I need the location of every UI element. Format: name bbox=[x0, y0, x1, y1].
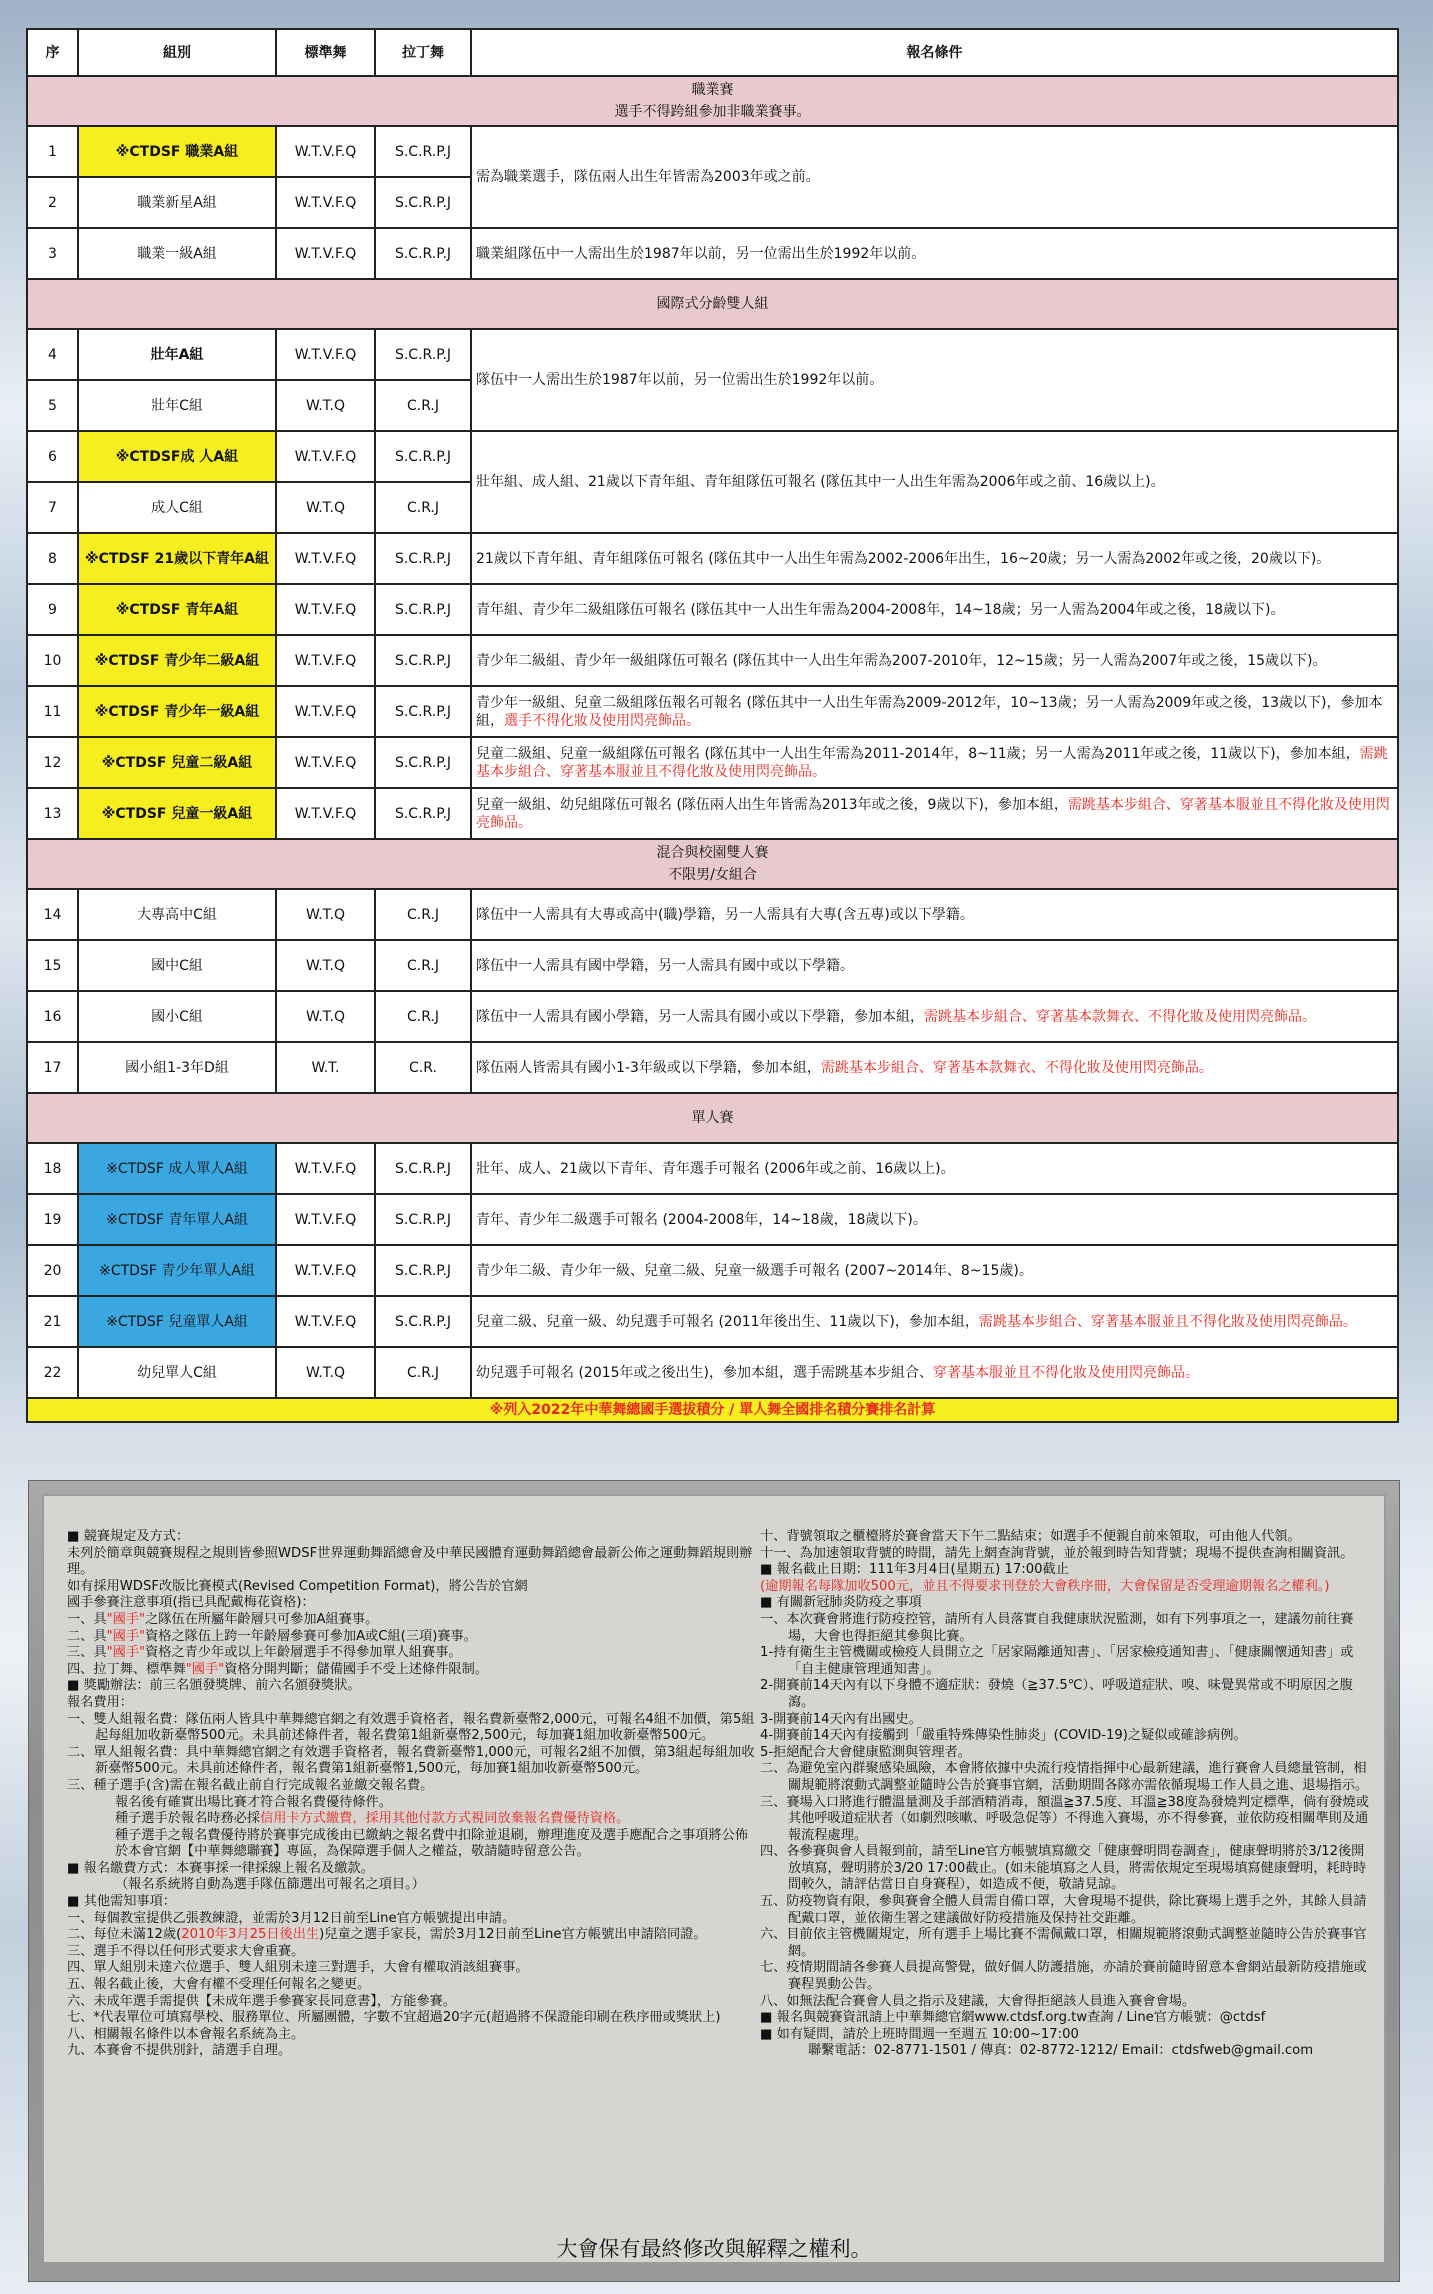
table-cell: W.T. bbox=[276, 1042, 375, 1093]
table-cell: W.T.V.F.Q bbox=[276, 1194, 375, 1245]
note-line: 三、具"國手"資格之青少年或以上年齡層選手不得參加單人組賽事。 bbox=[67, 1645, 462, 1661]
table-cell: 青年、青少年二級選手可報名 (2004-2008年，14~18歲，18歲以下)。 bbox=[471, 1194, 1398, 1245]
header-standard: 標準舞 bbox=[276, 29, 375, 76]
table-cell: 10 bbox=[27, 635, 78, 686]
table-cell: 5 bbox=[27, 380, 78, 431]
table-row bbox=[27, 1296, 1398, 1347]
table-cell: 壯年組、成人組、21歲以下青年組、青年組隊伍可報名 (隊伍其中一人出生年需為2006年或之前、16歲以上)。 bbox=[471, 431, 1398, 533]
table-cell: 國小組1-3年D組 bbox=[78, 1042, 276, 1093]
table-cell: W.T.V.F.Q bbox=[276, 228, 375, 279]
table-cell: S.C.R.P.J bbox=[375, 1245, 471, 1296]
table-cell: W.T.V.F.Q bbox=[276, 1143, 375, 1194]
note-line: ■ 有關新冠肺炎防疫之事項 bbox=[760, 1595, 922, 1611]
table-cell: C.R.J bbox=[375, 482, 471, 533]
table-cell: W.T.Q bbox=[276, 1347, 375, 1398]
note-line: 報名後有確實出場比賽才符合報名費優待條件。 bbox=[115, 1794, 392, 1810]
note-line: 如有採用WDSF改版比賽模式(Revised Competition Format)，將公告於官網 bbox=[67, 1578, 528, 1594]
table-cell: 職業一級A組 bbox=[78, 228, 276, 279]
table-row bbox=[27, 228, 1398, 279]
table-cell: 22 bbox=[27, 1347, 78, 1398]
note-line: 種子選手之報名費優待將於賽事完成後由已繳納之報名費中扣除並退刷，辦理進度及選手應配合之事項將公佈於本會官網【中華舞總聯賽】專區，為保障選手個人之權益，敬請隨時留意公告。 bbox=[115, 1827, 748, 1860]
table-cell: S.C.R.P.J bbox=[375, 1143, 471, 1194]
table-cell: 16 bbox=[27, 991, 78, 1042]
header-group: 組別 bbox=[78, 29, 276, 76]
table-cell: W.T.V.F.Q bbox=[276, 686, 375, 737]
table-row bbox=[27, 635, 1398, 686]
header-conditions: 報名條件 bbox=[471, 29, 1398, 76]
table-cell: 青少年一級組、兒童二級組隊伍報名可報名 (隊伍其中一人出生年需為2009-2012年，10~13歲；另一人需為2009年或之後，13歲以下)，參加本組，選手不得化妝及使用閃亮飾品。 bbox=[471, 686, 1398, 737]
condition-merged: 需為職業選手，隊伍兩人出生年皆需為2003年或之前。 bbox=[471, 126, 1398, 228]
note-line: 七、疫情期間請各參賽人員提高警覺，做好個人防護措施，亦請於賽前隨時留意本會網站最新防疫措施或賽程異動公告。 bbox=[760, 1960, 1367, 1993]
table-cell: C.R. bbox=[375, 1042, 471, 1093]
table-cell: 3 bbox=[27, 228, 78, 279]
table-cell: C.R.J bbox=[375, 940, 471, 991]
note-line: 一、每個教室提供乙張教練證，並需於3月12日前至Line官方帳號提出申請。 bbox=[67, 1910, 516, 1926]
table-row bbox=[27, 1042, 1398, 1093]
table-cell: W.T.V.F.Q bbox=[276, 1296, 375, 1347]
note-line: 四、各參賽與會人員報到前，請至Line官方帳號填寫繳交「健康聲明問卷調查」，健康聲明將於3/12後開放填寫，聲明將於3/20 17:00截止。(如未能填寫之人員，將需依規定至現場填寫健康聲明，耗時時間較久，請評估當日自身賽程），如造成不便，敬請見諒。 bbox=[760, 1844, 1367, 1893]
header-latin: 拉丁舞 bbox=[375, 29, 471, 76]
notes-panel bbox=[28, 1480, 1400, 2282]
table-cell: W.T.V.F.Q bbox=[276, 635, 375, 686]
table-row bbox=[27, 788, 1398, 839]
table-row bbox=[27, 1245, 1398, 1296]
table-cell: S.C.R.P.J bbox=[375, 431, 471, 482]
table-cell: 15 bbox=[27, 940, 78, 991]
note-line: ■ 報名繳費方式：本賽事採一律採線上報名及繳款。 bbox=[67, 1860, 374, 1876]
table-cell: 19 bbox=[27, 1194, 78, 1245]
closing-statement: 大會保有最終修改與解釋之權利。 bbox=[556, 2237, 872, 2261]
notes-inner bbox=[42, 1494, 1386, 2264]
table-cell: 國小C組 bbox=[78, 991, 276, 1042]
table-cell: W.T.V.F.Q bbox=[276, 788, 375, 839]
note-line: 聯繫電話：02-8771-1501 / 傳真：02-8772-1212/ Email：ctdsfweb@gmail.com bbox=[808, 2043, 1314, 2059]
table-cell: ※CTDSF 兒童一級A組 bbox=[78, 788, 276, 839]
table-cell: S.C.R.P.J bbox=[375, 584, 471, 635]
table-cell: 11 bbox=[27, 686, 78, 737]
section-mixed: 混合與校園雙人賽 不限男/女組合 bbox=[27, 839, 1398, 889]
note-line: 2-開賽前14天內有以下身體不適症狀：發燒（≧37.5℃）、呼吸道症狀、嗅、味覺異常或不明原因之腹瀉。 bbox=[760, 1678, 1353, 1710]
table-cell: 6 bbox=[27, 431, 78, 482]
table-cell: 幼兒選手可報名 (2015年或之後出生)，參加本組，選手需跳基本步組合、穿著基本服並且不得化妝及使用閃亮飾品。 bbox=[471, 1347, 1398, 1398]
table-cell: 兒童一級組、幼兒組隊伍可報名 (隊伍兩人出生年皆需為2013年或之後，9歲以下)，參加本組，需跳基本步組合、穿著基本服並且不得化妝及使用閃亮飾品。 bbox=[471, 788, 1398, 839]
table-cell: W.T.V.F.Q bbox=[276, 177, 375, 228]
note-line: ■ 報名截止日期：111年3月4日(星期五) 17:00截止 bbox=[760, 1562, 1069, 1578]
table-cell: ※CTDSF 兒童單人A組 bbox=[78, 1296, 276, 1347]
note-line: 八、相關報名條件以本會報名系統為主。 bbox=[67, 2026, 305, 2042]
note-line: 四、拉丁舞、標準舞"國手"資格分開判斷；儲備國手不受上述條件限制。 bbox=[67, 1661, 488, 1677]
table-cell: 18 bbox=[27, 1143, 78, 1194]
table-cell: 兒童二級組、兒童一級組隊伍可報名 (隊伍其中一人出生年需為2011-2014年，8~11歲；另一人需為2011年或之後，11歲以下)，參加本組，需跳基本步組合、穿著基本服並且不得化妝及使用閃亮飾品。 bbox=[471, 737, 1398, 788]
table-cell: 壯年、成人、21歲以下青年、青年選手可報名 (2006年或之前、16歲以上)。 bbox=[471, 1143, 1398, 1194]
table-cell: ※CTDSF 青少年單人A組 bbox=[78, 1245, 276, 1296]
table-row bbox=[27, 431, 1398, 482]
table-row bbox=[27, 889, 1398, 940]
note-line: 未列於簡章與競賽規程之規則皆參照WDSF世界運動舞蹈總會及中華民國體育運動舞蹈總會最新公佈之運動舞蹈規則辦理。 bbox=[67, 1545, 753, 1578]
note-line: （報名系統將自動為選手隊伍篩選出可報名之項目。） bbox=[115, 1877, 425, 1893]
table-header-row bbox=[27, 29, 1398, 76]
table-cell: S.C.R.P.J bbox=[375, 686, 471, 737]
note-line: 一、雙人組報名費：隊伍兩人皆具中華舞總官網之有效選手資格者，報名費新臺幣2,000元，可報名4組不加價，第5組起每組加收新臺幣500元。未具前述條件者，報名費第1組新臺幣2,500元，每加賽1組加收新臺幣500元。 bbox=[67, 1711, 755, 1744]
table-cell: ※CTDSF 青少年二級A組 bbox=[78, 635, 276, 686]
table-cell: ※CTDSF 兒童二級A組 bbox=[78, 737, 276, 788]
table-cell: 青少年二級、青少年一級、兒童二級、兒童一級選手可報名 (2007~2014年、8~15歲)。 bbox=[471, 1245, 1398, 1296]
note-line: 報名費用： bbox=[67, 1694, 133, 1710]
table-row bbox=[27, 737, 1398, 788]
table-cell: W.T.V.F.Q bbox=[276, 329, 375, 380]
table-cell: ※CTDSF 青少年一級A組 bbox=[78, 686, 276, 737]
table-cell: 4 bbox=[27, 329, 78, 380]
table-row bbox=[27, 126, 1398, 177]
note-line: 十一、為加速領取背號的時間，請先上網查詢背號，並於報到時告知背號；現場不提供查詢相關資訊。 bbox=[760, 1545, 1354, 1561]
note-line: 三、選手不得以任何形式要求大會重賽。 bbox=[67, 1943, 305, 1959]
table-cell: W.T.Q bbox=[276, 380, 375, 431]
table-cell: 12 bbox=[27, 737, 78, 788]
table-cell: 幼兒單人C組 bbox=[78, 1347, 276, 1398]
table-row bbox=[27, 1194, 1398, 1245]
table-cell: W.T.V.F.Q bbox=[276, 431, 375, 482]
table-cell: C.R.J bbox=[375, 991, 471, 1042]
note-line: ■ 競賽規定及方式： bbox=[67, 1529, 190, 1544]
table-cell: W.T.V.F.Q bbox=[276, 1245, 375, 1296]
table-row bbox=[27, 991, 1398, 1042]
table-cell: 9 bbox=[27, 584, 78, 635]
note-line: 4-開賽前14天內有接觸到「嚴重特殊傳染性肺炎」(COVID-19)之疑似或確診病例。 bbox=[760, 1728, 1247, 1744]
table-cell: 1 bbox=[27, 126, 78, 177]
table-cell: 隊伍中一人需具有國中學籍，另一人需具有國中或以下學籍。 bbox=[471, 940, 1398, 991]
table-cell: 21歲以下青年組、青年組隊伍可報名 (隊伍其中一人出生年需為2002-2006年出生，16~20歲；另一人需為2002年或之後，20歲以下)。 bbox=[471, 533, 1398, 584]
table-cell: 隊伍中一人需具有大專或高中(職)學籍，另一人需具有大專(含五專)或以下學籍。 bbox=[471, 889, 1398, 940]
note-line: 5-拒絕配合大會健康監測與管理者。 bbox=[760, 1744, 971, 1760]
table-cell: 2 bbox=[27, 177, 78, 228]
notes-right-column bbox=[760, 1529, 1372, 2060]
header-no: 序 bbox=[27, 29, 78, 76]
table-cell: 隊伍中一人需具有國小學籍，另一人需具有國小或以下學籍，參加本組，需跳基本步組合、穿著基本款舞衣、不得化妝及使用閃亮飾品。 bbox=[471, 991, 1398, 1042]
table-cell: S.C.R.P.J bbox=[375, 737, 471, 788]
note-line: 3-開賽前14天內有出國史。 bbox=[760, 1711, 922, 1727]
note-line: 三、賽場入口將進行體溫量測及手部酒精消毒，額溫≧37.5度、耳溫≧38度為發燒判定標準，倘有發燒或其他呼吸道症狀者（如劇烈咳嗽、呼吸急促等）不得進入賽場，亦不得參賽，並依防疫相關準則及通報流程處理。 bbox=[760, 1794, 1369, 1843]
table-cell: 13 bbox=[27, 788, 78, 839]
note-line: 一、本次賽會將進行防疫控管，請所有人員落實自我健康狀況監測，如有下列事項之一，建議勿前往賽場，大會也得拒絕其參與比賽。 bbox=[760, 1611, 1354, 1644]
table-cell: 青少年二級組、青少年一級組隊伍可報名 (隊伍其中一人出生年需為2007-2010年，12~15歲；另一人需為2007年或之後，15歲以下)。 bbox=[471, 635, 1398, 686]
table-cell: 職業組隊伍中一人需出生於1987年以前，另一位需出生於1992年以前。 bbox=[471, 228, 1398, 279]
table-row bbox=[27, 1143, 1398, 1194]
note-line: 五、防疫物資有限，參與賽會全體人員需自備口罩，大會現場不提供，除比賽場上選手之外，其餘人員請配戴口罩，並依衛生署之建議做好防疫措施及保持社交距離。 bbox=[760, 1894, 1367, 1926]
table-cell: 職業新星A組 bbox=[78, 177, 276, 228]
table-cell: C.R.J bbox=[375, 380, 471, 431]
table-cell: 國中C組 bbox=[78, 940, 276, 991]
note-line: 八、如無法配合賽會人員之指示及建議，大會得拒絕該人員進入賽會會場。 bbox=[760, 1993, 1196, 2009]
table-cell: C.R.J bbox=[375, 889, 471, 940]
table-cell: S.C.R.P.J bbox=[375, 177, 471, 228]
note-line: 三、種子選手(含)需在報名截止前自行完成報名並繳交報名費。 bbox=[67, 1777, 434, 1793]
table-cell: 17 bbox=[27, 1042, 78, 1093]
table-row bbox=[27, 686, 1398, 737]
table-cell: ※CTDSF 青年單人A組 bbox=[78, 1194, 276, 1245]
note-line: ■ 獎勵辦法：前三名頒發獎牌、前六名頒發獎狀。 bbox=[67, 1678, 361, 1694]
table-cell: 兒童二級、兒童一級、幼兒選手可報名 (2011年後出生、11歲以下)，參加本組，需跳基本步組合、穿著基本服並且不得化妝及使用閃亮飾品。 bbox=[471, 1296, 1398, 1347]
table-cell: 8 bbox=[27, 533, 78, 584]
note-line: ■ 報名與競賽資訊請上中華舞總官網www.ctdsf.org.tw查詢 / Line官方帳號：@ctdsf bbox=[760, 2010, 1266, 2026]
table-cell: W.T.V.F.Q bbox=[276, 737, 375, 788]
table-cell: W.T.Q bbox=[276, 940, 375, 991]
note-line: 1-持有衛生主管機關或檢疫人員開立之「居家隔離通知書」、「居家檢疫通知書」、「健康關懷通知書」或「自主健康管理通知書」。 bbox=[760, 1645, 1354, 1677]
table-cell: ※CTDSF 21歲以下青年A組 bbox=[78, 533, 276, 584]
note-line: 二、每位未滿12歲(2010年3月25日後出生)兒童之選手家長，需於3月12日前至Line官方帳號出申請陪同證。 bbox=[67, 1927, 707, 1943]
table-row bbox=[27, 533, 1398, 584]
section-international: 國際式分齡雙人組 bbox=[27, 279, 1398, 329]
table-cell: ※CTDSF 職業A組 bbox=[78, 126, 276, 177]
table-row bbox=[27, 584, 1398, 635]
note-line: 六、目前依主管機關規定，所有選手上場比賽不需佩戴口罩，相關規範將滾動式調整並隨時公告於賽事官網。 bbox=[760, 1927, 1367, 1959]
note-line: 二、為避免室內群聚感染風險，本會將依據中央流行疫情指揮中心最新建議，進行賽會人員總量管制，相關規範將滾動式調整並隨時公告於賽事官網，活動期間各隊亦需依循現場工作人員之進、退場指示。 bbox=[760, 1761, 1369, 1793]
table-cell: 成人C組 bbox=[78, 482, 276, 533]
note-line: 十、背號領取之櫃檯將於賽會當天下午二點結束；如選手不便親自前來領取，可由他人代領。 bbox=[760, 1529, 1301, 1544]
table-cell: W.T.V.F.Q bbox=[276, 533, 375, 584]
ranking-note: ※列入2022年中華舞總國手選拔積分 / 單人舞全國排名積分賽排名計算 bbox=[27, 1398, 1398, 1422]
note-line: ■ 如有疑問，請於上班時間週一至週五 10:00~17:00 bbox=[760, 2026, 1079, 2042]
table-cell: 大專高中C組 bbox=[78, 889, 276, 940]
table-row bbox=[27, 940, 1398, 991]
table-cell: S.C.R.P.J bbox=[375, 788, 471, 839]
table-row bbox=[27, 1347, 1398, 1398]
table-cell: 20 bbox=[27, 1245, 78, 1296]
table-cell: W.T.Q bbox=[276, 991, 375, 1042]
note-line: 九、本賽會不提供別針，請選手自理。 bbox=[67, 2043, 292, 2059]
table-cell: W.T.V.F.Q bbox=[276, 126, 375, 177]
note-line: 五、報名截止後，大會有權不受理任何報名之變更。 bbox=[67, 1977, 371, 1993]
table-cell: 壯年A組 bbox=[78, 329, 276, 380]
table-cell: 隊伍兩人皆需具有國小1-3年級或以下學籍，參加本組，需跳基本步組合、穿著基本款舞衣、不得化妝及使用閃亮飾品。 bbox=[471, 1042, 1398, 1093]
section-single: 單人賽 bbox=[27, 1093, 1398, 1143]
notes-left-column bbox=[67, 1529, 757, 2060]
table-cell: 壯年C組 bbox=[78, 380, 276, 431]
table-cell: S.C.R.P.J bbox=[375, 329, 471, 380]
note-line: (逾期報名每隊加收500元，並且不得要求刊登於大會秩序冊，大會保留是否受理逾期報名之權利。) bbox=[760, 1578, 1330, 1594]
table-cell: C.R.J bbox=[375, 1347, 471, 1398]
table-cell: ※CTDSF 青年A組 bbox=[78, 584, 276, 635]
table-cell: S.C.R.P.J bbox=[375, 1194, 471, 1245]
table-cell: 21 bbox=[27, 1296, 78, 1347]
table-cell: S.C.R.P.J bbox=[375, 635, 471, 686]
note-line: 二、具"國手"資格之隊伍上跨一年齡層參賽可參加A或C組(三項)賽事。 bbox=[67, 1628, 477, 1644]
note-line: 二、單人組報名費：具中華舞總官網之有效選手資格者，報名費新臺幣1,000元，可報名2組不加價，第3組起每組加收新臺幣500元。未具前述條件者，報名費第1組新臺幣1,500元，每加賽1組加收新臺幣500元。 bbox=[67, 1744, 755, 1777]
note-line: 種子選手於報名時務必採信用卡方式繳費，採用其他付款方式視同放棄報名費優待資格。 bbox=[115, 1811, 630, 1827]
table-cell: S.C.R.P.J bbox=[375, 228, 471, 279]
table-cell: 青年組、青少年二級組隊伍可報名 (隊伍其中一人出生年需為2004-2008年，14~18歲；另一人需為2004年或之後，18歲以下)。 bbox=[471, 584, 1398, 635]
table-cell: S.C.R.P.J bbox=[375, 126, 471, 177]
table-cell: W.T.V.F.Q bbox=[276, 584, 375, 635]
note-line: 七、*代表單位可填寫學校、服務單位、所屬團體，字數不宜超過20字元(超過將不保證能印刷在秩序冊或獎狀上) bbox=[67, 2010, 721, 2026]
table-cell: S.C.R.P.J bbox=[375, 533, 471, 584]
note-line: 四、單人組別未達六位選手、雙人組別未達三對選手，大會有權取消該組賽事。 bbox=[67, 1960, 529, 1976]
table-cell: ※CTDSF成 人A組 bbox=[78, 431, 276, 482]
table-cell: W.T.Q bbox=[276, 482, 375, 533]
section-professional: 職業賽 選手不得跨組參加非職業賽事。 bbox=[27, 76, 1398, 126]
table-cell: 14 bbox=[27, 889, 78, 940]
note-line: 六、未成年選手需提供【未成年選手參賽家長同意書】，方能參賽。 bbox=[67, 1993, 457, 2009]
note-line: ■ 其他需知事項： bbox=[67, 1894, 176, 1910]
table-cell: 7 bbox=[27, 482, 78, 533]
table-cell: W.T.Q bbox=[276, 889, 375, 940]
note-line: 一、具"國手"之隊伍在所屬年齡層只可參加A組賽事。 bbox=[67, 1611, 379, 1627]
table-cell: 隊伍中一人需出生於1987年以前，另一位需出生於1992年以前。 bbox=[471, 329, 1398, 431]
table-cell: S.C.R.P.J bbox=[375, 1296, 471, 1347]
table-row bbox=[27, 329, 1398, 380]
note-line: 國手參賽注意事項(指已具配戴梅花資格)： bbox=[67, 1595, 315, 1611]
table-cell: ※CTDSF 成人單人A組 bbox=[78, 1143, 276, 1194]
registration-table bbox=[26, 28, 1399, 1423]
